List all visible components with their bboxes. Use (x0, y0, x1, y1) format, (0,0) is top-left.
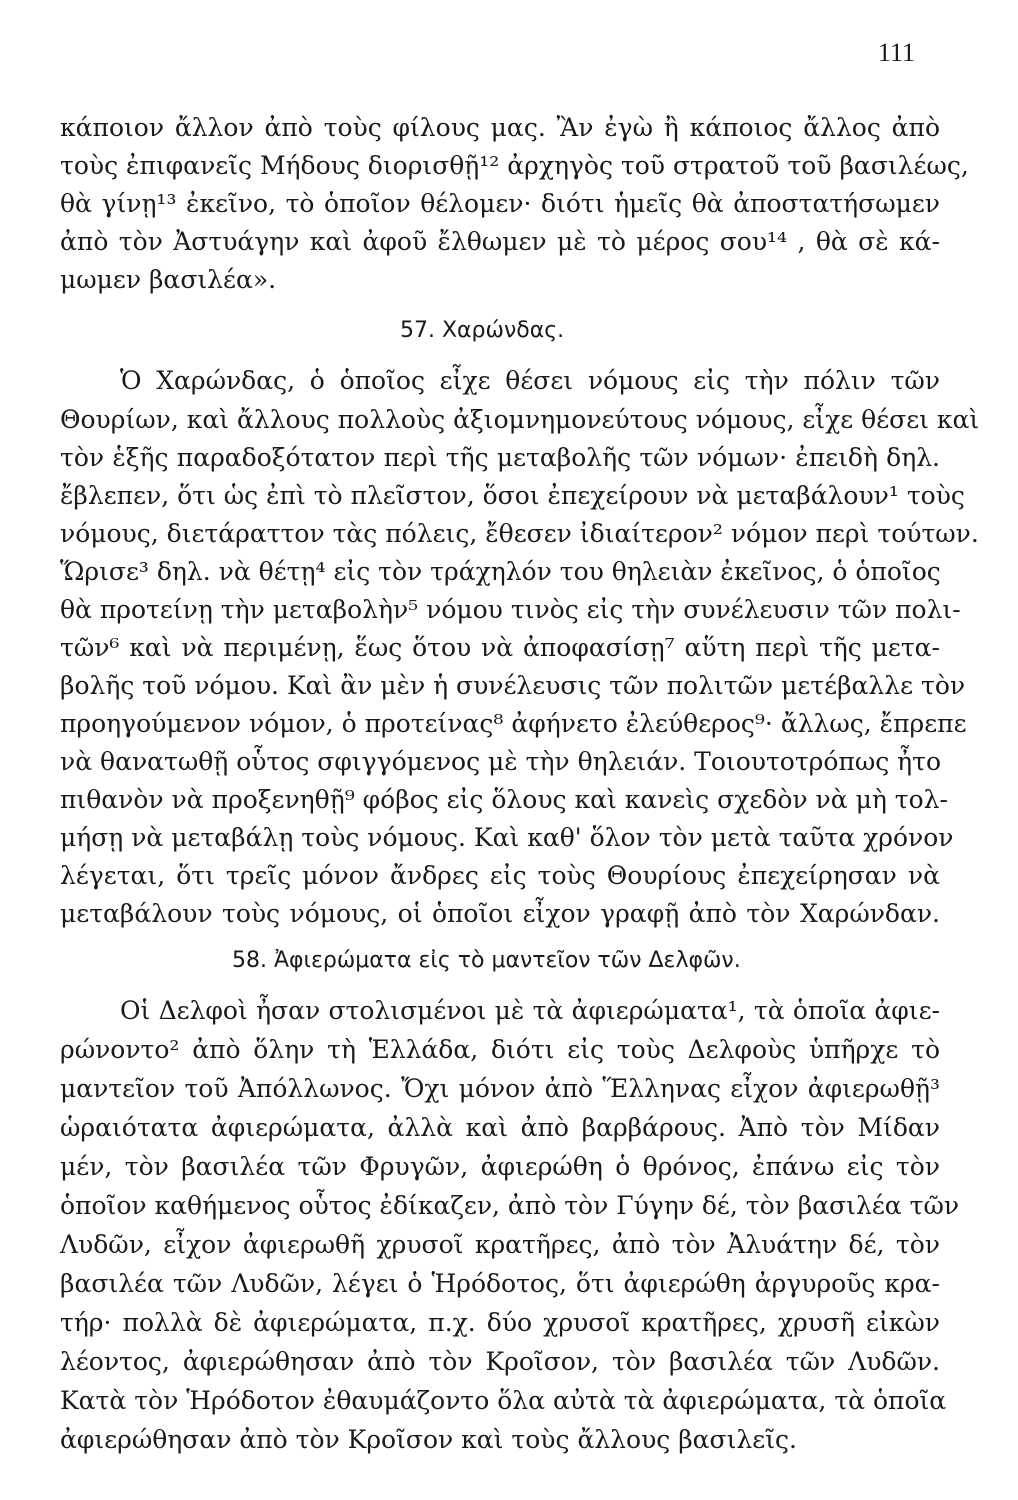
text-line: τῶν⁶ καὶ νὰ περιμένῃ, ἕως ὅτου νὰ ἀποφασίσῃ⁷ αὕτη περὶ τῆς μετα- (60, 633, 940, 662)
text-line: Ὁ Χαρώνδας, ὁ ὁποῖος εἶχε θέσει νόμους εἰς τὴν πόλιν τῶν (120, 366, 940, 395)
text-line: μεταβάλουν τοὺς νόμους, οἱ ὁποῖοι εἶχον γραφῇ ἀπὸ τὸν Χαρώνδαν. (60, 899, 940, 928)
text-line: τήρ· πολλὰ δὲ ἀφιερώματα, π.χ. δύο χρυσοῖ κρατῆρες, χρυσῆ εἰκὼν (60, 1308, 940, 1337)
text-line: μαντεῖον τοῦ Ἀπόλλωνος. Ὄχι μόνον ἀπὸ Ἕλληνας εἶχον ἀφιερωθῇ³ (60, 1074, 940, 1103)
text-line: Ὥρισε³ δηλ. νὰ θέτῃ⁴ εἰς τὸν τράχηλόν του θηλειὰν ἐκεῖνος, ὁ ὁποῖος (60, 557, 941, 586)
text-line: θὰ γίνῃ¹³ ἐκεῖνο, τὸ ὁποῖον θέλομεν· διότι ἡμεῖς θὰ ἀποστατήσωμεν (60, 189, 940, 218)
text-line: Οἱ Δελφοὶ ἦσαν στολισμένοι μὲ τὰ ἀφιερώματα¹, τὰ ὁποῖα ἀφιε- (120, 996, 940, 1025)
text-line: πιθανὸν νὰ προξενηθῇ⁹ φόβος εἰς ὅλους καὶ κανεὶς σχεδὸν νὰ μὴ τολ- (60, 785, 948, 814)
text-line: ρώνοντο² ἀπὸ ὅλην τὴ Ἑλλάδα, διότι εἰς τοὺς Δελφοὺς ὑπῆρχε τὸ (60, 1035, 940, 1064)
text-line: νόμους, διετάραττον τὰς πόλεις, ἔθεσεν ἰδιαίτερον² νόμον περὶ τούτων. (60, 519, 979, 548)
text-line: Λυδῶν, εἶχον ἀφιερωθῆ χρυσοῖ κρατῆρες, ἀπὸ τὸν Ἀλυάτην δέ, τὸν (60, 1230, 940, 1259)
text-line: ὁποῖον καθήμενος οὗτος ἐδίκαζεν, ἀπὸ τὸν Γύγην δέ, τὸν βασιλέα τῶν (60, 1191, 960, 1220)
page-number: 111 (877, 38, 915, 67)
text-line: ἀπὸ τὸν Ἀστυάγην καὶ ἀφοῦ ἔλθωμεν μὲ τὸ μέρος σου¹⁴ , θὰ σὲ κά- (60, 227, 940, 256)
text-line: θὰ προτείνῃ τὴν μεταβολὴν⁵ νόμου τινὸς εἰς τὴν συνέλευσιν τῶν πολι- (60, 595, 961, 624)
section-heading: 58. Ἀφιερώματα εἰς τὸ μαντεῖον τῶν Δελφῶν. (232, 948, 741, 973)
text-line: κάποιον ἄλλον ἀπὸ τοὺς φίλους μας. Ἂν ἐγὼ ἢ κάποιος ἄλλος ἀπὸ (60, 113, 940, 142)
text-line: λέγεται, ὅτι τρεῖς μόνον ἄνδρες εἰς τοὺς Θουρίους ἐπεχείρησαν νὰ (60, 861, 940, 890)
text-line: ἀφιερώθησαν ἀπὸ τὸν Κροῖσον καὶ τοὺς ἄλλους βασιλεῖς. (60, 1425, 797, 1454)
text-line: τὸν ἑξῆς παραδοξότατον περὶ τῆς μεταβολῆς τῶν νόμων· ἐπειδὴ δηλ. (60, 443, 940, 472)
text-line: ἔβλεπεν, ὅτι ὡς ἐπὶ τὸ πλεῖστον, ὅσοι ἐπεχείρουν νὰ μεταβάλουν¹ τοὺς (60, 481, 965, 510)
text-line: βασιλέα τῶν Λυδῶν, λέγει ὁ Ἡρόδοτος, ὅτι ἀφιερώθη ἀργυροῦς κρα- (60, 1269, 940, 1298)
text-line: βολῆς τοῦ νόμου. Καὶ ἂν μὲν ἡ συνέλευσις τῶν πολιτῶν μετέβαλλε τὸν (60, 671, 966, 700)
section-heading: 57. Χαρώνδας. (400, 318, 565, 343)
text-line: νὰ θανατωθῇ οὗτος σφιγγόμενος μὲ τὴν θηλειάν. Τοιουτοτρόπως ἦτο (60, 747, 942, 776)
text-line: Θουρίων, καὶ ἄλλους πολλοὺς ἀξιομνημονεύτους νόμους, εἶχε θέσει καὶ (60, 405, 980, 434)
text-line: Κατὰ τὸν Ἡρόδοτον ἐθαυμάζοντο ὅλα αὐτὰ τὰ ἀφιερώματα, τὰ ὁποῖα (60, 1386, 947, 1415)
text-line: ὡραιότατα ἀφιερώματα, ἀλλὰ καὶ ἀπὸ βαρβάρους. Ἀπὸ τὸν Μίδαν (60, 1113, 940, 1142)
text-line: προηγούμενον νόμον, ὁ προτείνας⁸ ἀφήνετο ἐλεύθερος⁹· ἄλλως, ἔπρεπε (60, 709, 967, 738)
text-line: λέοντος, ἀφιερώθησαν ἀπὸ τὸν Κροῖσον, τὸν βασιλέα τῶν Λυδῶν. (60, 1347, 940, 1376)
text-line: τοὺς ἐπιφανεῖς Μήδους διορισθῇ¹² ἀρχηγὸς τοῦ στρατοῦ τοῦ βασιλέως, (60, 151, 969, 180)
text-line: μέν, τὸν βασιλέα τῶν Φρυγῶν, ἀφιερώθη ὁ θρόνος, ἐπάνω εἰς τὸν (60, 1152, 940, 1181)
text-line: μήσῃ νὰ μεταβάλῃ τοὺς νόμους. Καὶ καθ' ὅλον τὸν μετὰ ταῦτα χρόνον (60, 823, 954, 852)
text-line: μωμεν βασιλέα». (60, 265, 277, 294)
